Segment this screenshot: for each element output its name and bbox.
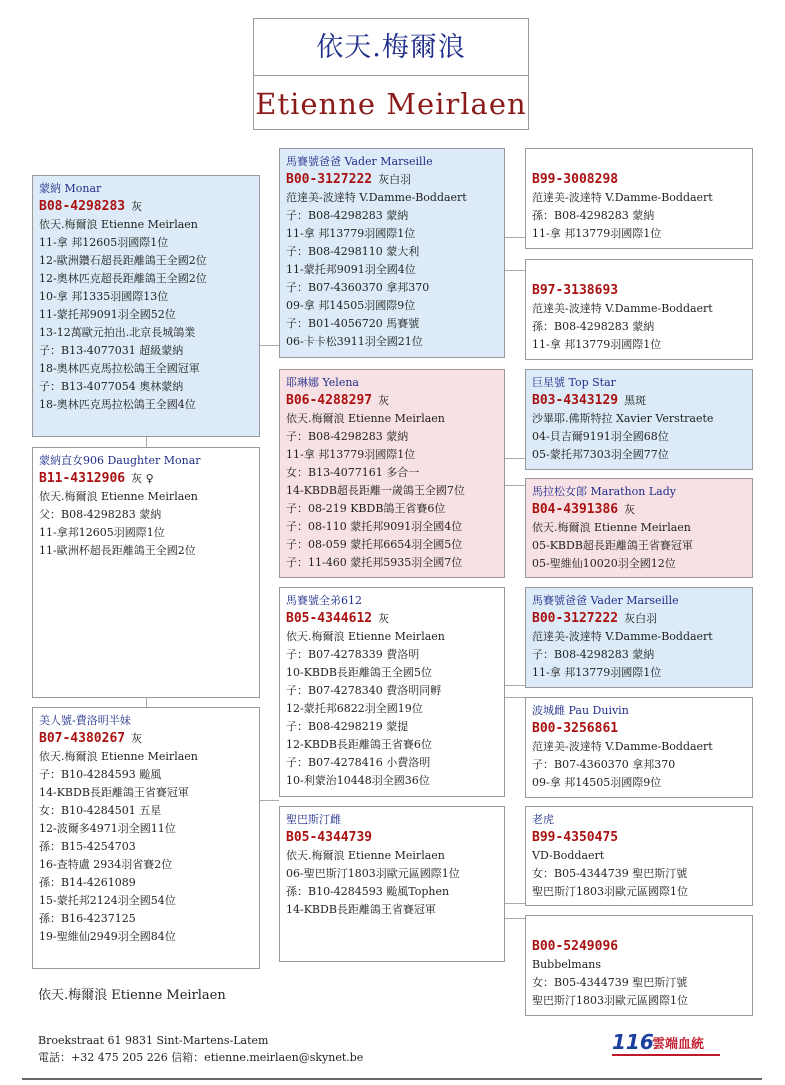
feather-color: 黑斑 (624, 394, 647, 407)
card-great-grandparent-7 (525, 806, 753, 906)
pedigree-line: 13-12萬歐元拍出.北京長城鴿業 (39, 326, 196, 339)
connector (505, 458, 525, 459)
feather-color: 灰 (378, 394, 390, 407)
card-great-grandparent-4 (525, 478, 753, 578)
pedigree-line: 子：08-110 蒙托邦9091羽全國4位 (286, 520, 463, 533)
pedigree-line: 子：B08-4298283 蒙納 (286, 430, 409, 443)
pedigree-line: 依天.梅爾浪 Etienne Meirlaen (286, 849, 445, 862)
ring-number (286, 829, 498, 847)
pedigree-line: 子：B07-4278416 小費洛明 (286, 756, 431, 769)
pedigree-line: 子：B08-4298283 蒙納 (532, 648, 655, 661)
ring-code: B99-4350475 (532, 830, 619, 845)
pedigree-line: 14-KBDB長距離鴿王省賽冠軍 (39, 786, 189, 799)
pigeon-name: 波城雌 Pau Duivin (532, 704, 629, 717)
pedigree-line: 子：B13-4077054 奧林蒙納 (39, 380, 184, 393)
pedigree-line: 女：B13-4077161 多合一 (286, 466, 420, 479)
ring-number (39, 198, 253, 216)
pedigree-line: 11-拿邦12605羽國際1位 (39, 526, 165, 539)
pigeon-name: 美人號-費洛明半妹 (39, 714, 131, 727)
pedigree-line: 14-KBDB超長距離一歲鴿王全國7位 (286, 484, 465, 497)
pedigree-line: 11-拿 邦12605羽國際1位 (39, 236, 169, 249)
pedigree-line: 沙畢耶.佛斯特拉 Xavier Verstraete (532, 412, 714, 425)
pedigree-line: 09-拿 邦14505羽國際9位 (286, 299, 416, 312)
ring-number (532, 501, 746, 519)
pedigree-line: 19-聖維仙2949羽全國84位 (39, 930, 176, 943)
card-great-grandparent-1 (525, 148, 753, 249)
ring-number (532, 938, 746, 956)
pedigree-line: 14-KBDB長距離鴿王省賽冠軍 (286, 903, 436, 916)
pedigree-line: 05-KBDB超長距離鴿王省賽冠軍 (532, 539, 693, 552)
feather-color: 灰 (378, 612, 390, 625)
pedigree-line: 子：B07-4278339 費洛明 (286, 648, 420, 661)
pedigree-line: 依天.梅爾浪 Etienne Meirlaen (286, 630, 445, 643)
title-box (253, 18, 529, 130)
pedigree-line: 范達美-波達特 V.Damme-Boddaert (286, 191, 467, 204)
pedigree-line: 孫：B08-4298283 蒙納 (532, 320, 655, 333)
ring-code: B11-4312906 (39, 471, 126, 486)
pedigree-line: 范達美-波達特 V.Damme-Boddaert (532, 740, 713, 753)
title-english: Etienne Meirlaen (255, 87, 527, 121)
pigeon-name: 蒙納 Monar (39, 182, 102, 195)
pedigree-line: 11-拿 邦13779羽國際1位 (532, 666, 662, 679)
card-grandparent-4 (279, 806, 505, 962)
connector (505, 697, 525, 698)
connector (505, 237, 525, 238)
pedigree-line: 女：B10-4284501 五星 (39, 804, 162, 817)
ring-code: B05-4344612 (286, 611, 373, 626)
pedigree-line: VD-Boddaert (532, 849, 605, 862)
pedigree-line: 父：B08-4298283 蒙納 (39, 508, 162, 521)
contact-info: 電話：+32 475 205 226 信箱：etienne.meirlaen@skynet.be (38, 1051, 364, 1064)
pedigree-line: 依天.梅爾浪 Etienne Meirlaen (286, 412, 445, 425)
pedigree-line: Bubbelmans (532, 958, 601, 971)
breeder-name: 依天.梅爾浪 Etienne Meirlaen (38, 988, 226, 1003)
pigeon-name (532, 153, 746, 171)
pedigree-line: 06-卡卡松3911羽全國21位 (286, 335, 423, 348)
ring-number (286, 610, 498, 628)
pedigree-line: 子：11-460 蒙托邦5935羽全國7位 (286, 556, 463, 569)
ring-code: B06-4288297 (286, 393, 373, 408)
ring-number (39, 470, 253, 488)
ring-code: B97-3138693 (532, 283, 619, 298)
pedigree-line: 子：08-219 KBDB鴿王省賽6位 (286, 502, 446, 515)
pedigree-line: 子：B07-4278340 費洛明同孵 (286, 684, 442, 697)
connector (146, 437, 147, 447)
pedigree-line: 12-蒙托邦6822羽全國19位 (286, 702, 423, 715)
pedigree-line: 孫：B14-4261089 (39, 876, 136, 889)
pedigree-line: 子：B07-4360370 拿邦370 (532, 758, 676, 771)
ring-code: B00-5249096 (532, 939, 619, 954)
bottom-divider (22, 1078, 762, 1080)
pigeon-name: 馬賽號爸爸 Vader Marseille (286, 155, 433, 168)
feather-color: 灰白羽 (378, 173, 412, 186)
card-subject (32, 175, 260, 437)
ring-code: B05-4344739 (286, 830, 373, 845)
card-dam (279, 369, 505, 578)
pedigree-line: 依天.梅爾浪 Etienne Meirlaen (532, 521, 691, 534)
ring-number (532, 829, 746, 847)
pedigree-line: 11-歐洲杯超長距離鴿王全國2位 (39, 544, 196, 557)
pedigree-line: 05-蒙托邦7303羽全國77位 (532, 448, 669, 461)
pedigree-line: 孫：B16-4237125 (39, 912, 136, 925)
pedigree-line: 18-奧林匹克馬拉松鴿王全國4位 (39, 398, 196, 411)
card-great-grandparent-5 (525, 587, 753, 688)
ring-number (532, 171, 746, 189)
ring-number (286, 171, 498, 189)
pedigree-line: 女：B05-4344739 聖巴斯汀號 (532, 867, 688, 880)
pedigree-line: 范達美-波達特 V.Damme-Boddaert (532, 302, 713, 315)
connector (505, 918, 525, 919)
pedigree-line: 12-波爾多4971羽全國11位 (39, 822, 176, 835)
address: Broekstraat 61 9831 Sint-Martens-Latem (38, 1034, 269, 1047)
ring-code: B00-3127222 (532, 611, 619, 626)
pedigree-line: 18-奧林匹克馬拉松鴿王全國冠軍 (39, 362, 200, 375)
connector (505, 903, 525, 904)
pedigree-line: 11-拿 邦13779羽國際1位 (532, 338, 662, 351)
feather-color: 灰 (131, 732, 143, 745)
pigeon-name: 馬賽號爸爸 Vader Marseille (532, 594, 679, 607)
pedigree-line: 05-聖維仙10020羽全國12位 (532, 557, 676, 570)
card-great-grandparent-3 (525, 369, 753, 470)
ring-number (532, 610, 746, 628)
pigeon-name: 巨星號 Top Star (532, 376, 616, 389)
pedigree-line: 10-利蒙治10448羽全國36位 (286, 774, 430, 787)
feather-color: 灰 (624, 503, 636, 516)
pedigree-line: 聖巴斯汀1803羽歐元區國際1位 (532, 885, 688, 898)
pedigree-line: 10-拿 邦1335羽國際13位 (39, 290, 169, 303)
ring-number (39, 730, 253, 748)
ring-code: B99-3008298 (532, 172, 619, 187)
pedigree-line: 06-聖巴斯汀1803羽歐元區國際1位 (286, 867, 460, 880)
pedigree-line: 12-KBDB長距離鴿王省賽6位 (286, 738, 432, 751)
ring-code: B00-3256861 (532, 721, 619, 736)
connector (505, 270, 525, 271)
connector (260, 800, 279, 801)
pigeon-name: 老虎 (532, 813, 554, 826)
pedigree-line: 孫：B10-4284593 颱風Tophen (286, 885, 450, 898)
pedigree-line: 范達美-波達特 V.Damme-Boddaert (532, 191, 713, 204)
pedigree-line: 女：B05-4344739 聖巴斯汀號 (532, 976, 688, 989)
pedigree-line: 子：B08-4298283 蒙納 (286, 209, 409, 222)
card-great-grandparent-8 (525, 915, 753, 1016)
ring-code: B04-4391386 (532, 502, 619, 517)
pedigree-line: 16-查特盧 2934羽省賽2位 (39, 858, 173, 871)
card-sibling (32, 447, 260, 698)
pigeon-name: 馬拉松女郎 Marathon Lady (532, 485, 676, 498)
ring-number (532, 720, 746, 738)
brand-logo (612, 1030, 724, 1056)
logo-text: 雲端血統 (652, 1037, 705, 1052)
pedigree-line: 范達美-波達特 V.Damme-Boddaert (532, 630, 713, 643)
pedigree-line: 09-拿 邦14505羽國際9位 (532, 776, 662, 789)
pigeon-name (532, 264, 746, 282)
pedigree-line: 11-蒙托邦9091羽全國4位 (286, 263, 416, 276)
feather-color: 灰 (131, 200, 143, 213)
pigeon-name: 聖巴斯汀雌 (286, 813, 341, 826)
ring-code: B00-3127222 (286, 172, 373, 187)
feather-color: 灰白羽 (624, 612, 658, 625)
pedigree-line: 孫：B15-4254703 (39, 840, 136, 853)
ring-code: B03-4343129 (532, 393, 619, 408)
logo-number: 116 (612, 1030, 654, 1054)
connector (505, 485, 525, 486)
pigeon-name: 馬賽號全弟612 (286, 594, 362, 607)
pedigree-line: 12-奧林匹克超長距離鴿王全國2位 (39, 272, 207, 285)
feather-color: 灰 ♀ (131, 472, 154, 485)
pigeon-name: 耶琳娜 Yelena (286, 376, 359, 389)
ring-code: B07-4380267 (39, 731, 126, 746)
pedigree-line: 子：B01-4056720 馬賽號 (286, 317, 420, 330)
pedigree-line: 子：B08-4298219 蒙提 (286, 720, 409, 733)
pedigree-line: 11-拿 邦13779羽國際1位 (286, 448, 416, 461)
connector (146, 698, 147, 707)
card-sire (279, 148, 505, 358)
title-chinese: 依天.梅爾浪 (254, 19, 528, 76)
pedigree-line: 依天.梅爾浪 Etienne Meirlaen (39, 218, 198, 231)
pedigree-line: 11-拿 邦13779羽國際1位 (286, 227, 416, 240)
ring-code: B08-4298283 (39, 199, 126, 214)
logo-underline (612, 1054, 720, 1056)
connector (260, 345, 279, 346)
pedigree-line: 子：B08-4298110 蒙大利 (286, 245, 420, 258)
pedigree-line: 依天.梅爾浪 Etienne Meirlaen (39, 490, 198, 503)
pedigree-line: 子：B13-4077031 超級蒙納 (39, 344, 184, 357)
pedigree-line: 10-KBDB長距離鴿王全國5位 (286, 666, 432, 679)
ring-number (286, 392, 498, 410)
pigeon-name: 蒙納直女906 Daughter Monar (39, 454, 201, 467)
pedigree-line: 子：B07-4360370 拿邦370 (286, 281, 430, 294)
pedigree-line: 聖巴斯汀1803羽歐元區國際1位 (532, 994, 688, 1007)
contact-block (38, 1032, 363, 1066)
card-great-grandparent-6 (525, 697, 753, 798)
pedigree-line: 子：B10-4284593 颱風 (39, 768, 162, 781)
ring-number (532, 392, 746, 410)
ring-number (532, 282, 746, 300)
pedigree-line: 04-貝吉爾9191羽全國68位 (532, 430, 669, 443)
card-grandparent-3 (279, 587, 505, 797)
pedigree-line: 依天.梅爾浪 Etienne Meirlaen (39, 750, 198, 763)
pedigree-line: 11-拿 邦13779羽國際1位 (532, 227, 662, 240)
pedigree-line: 子：08-059 蒙托邦6654羽全國5位 (286, 538, 463, 551)
pedigree-line: 孫：B08-4298283 蒙納 (532, 209, 655, 222)
pedigree-line: 12-歐洲鑽石超長距離鴿王全國2位 (39, 254, 207, 267)
pedigree-line: 15-蒙托邦2124羽全國54位 (39, 894, 176, 907)
connector (505, 685, 525, 686)
card-great-grandparent-2 (525, 259, 753, 360)
pigeon-name (532, 920, 746, 938)
card-dam-sibling (32, 707, 260, 969)
pedigree-line: 11-蒙托邦9091羽全國52位 (39, 308, 176, 321)
